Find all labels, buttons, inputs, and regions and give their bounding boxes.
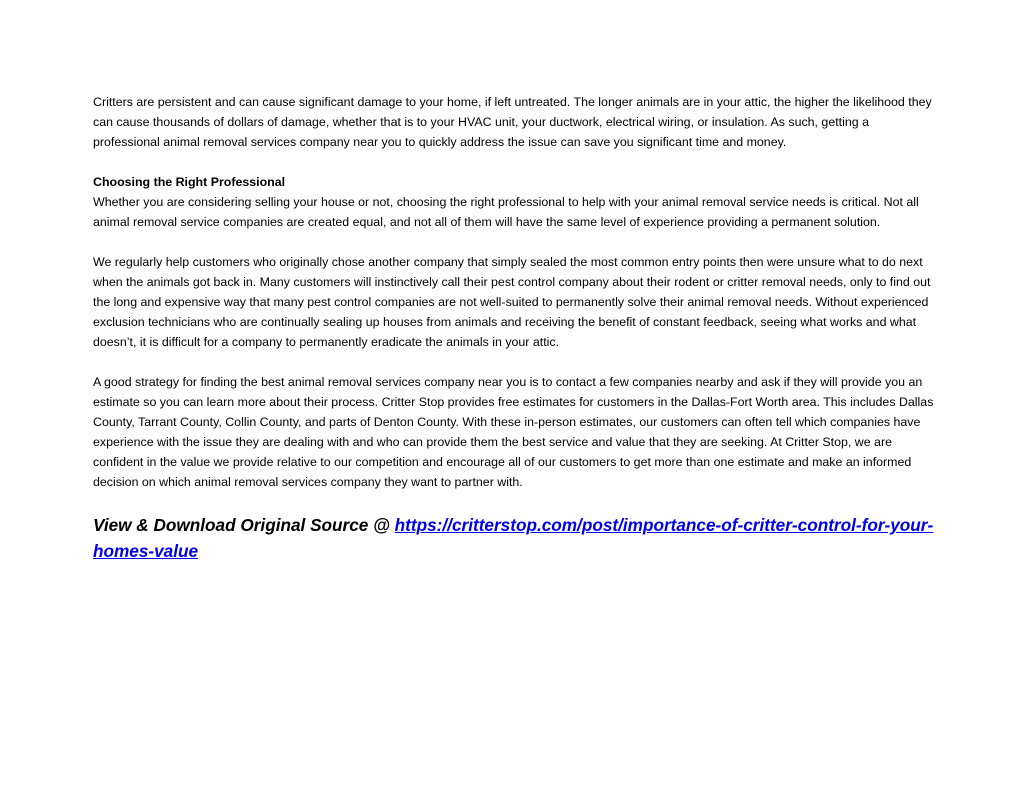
strategy-paragraph: A good strategy for finding the best animal removal services company near you is to contact a few companies nearby and ask if they will provide you an estimate so you can learn more about their process. Critter Stop provides free estimates for customers in the Dallas-Fort Worth area. This includes Dallas County, Tarrant County, Collin County, and parts of Denton County. With these in-person estimates, our customers can often tell which companies have experience with the issue they are dealing with and who can provide them the best service and value that they are seeking. At Critter Stop, we are confident in the value we provide relative to our competition and encourage all of our customers to get more than one estimate and make an informed decision on which animal removal services company they want to partner with.: [93, 375, 934, 489]
source-link[interactable]: https://critterstop.com/post/importance-of-critter-control-for-your-homes-value: [93, 515, 934, 561]
section-heading: Choosing the Right Professional: [93, 175, 286, 189]
intro-paragraph: Critters are persistent and can cause significant damage to your home, if left untreated. The longer animals are in your attic, the higher the likelihood they can cause thousands of dollars of damage, whether that is to your HVAC unit, your ductwork, electrical wiring, or insulation. As such, getting a professional animal removal services company near you to quickly address the issue can save you significant time and money.: [93, 95, 932, 149]
document-page: [93, 92, 935, 564]
source-line: [93, 512, 935, 564]
section-choosing: [93, 172, 935, 232]
section-paragraph: Whether you are considering selling your house or not, choosing the right professional to help with your animal removal service needs is critical. Not all animal removal service companies are created equal, and not all of them will have the same level of experience providing a permanent solution.: [93, 195, 919, 229]
customers-paragraph: We regularly help customers who originally chose another company that simply sealed the most common entry points then were unsure what to do next when the animals got back in. Many customers will instinctively call their pest control company about their rodent or critter removal needs, only to find out the long and expensive way that many pest control companies are not well-suited to permanently solve their animal removal needs. Without experienced exclusion technicians who are continually sealing up houses from animals and receiving the benefit of constant feedback, seeing what works and what doesn’t, it is difficult for a company to permanently eradicate the animals in your attic.: [93, 255, 931, 349]
source-prefix: View & Download Original Source @: [93, 515, 395, 535]
